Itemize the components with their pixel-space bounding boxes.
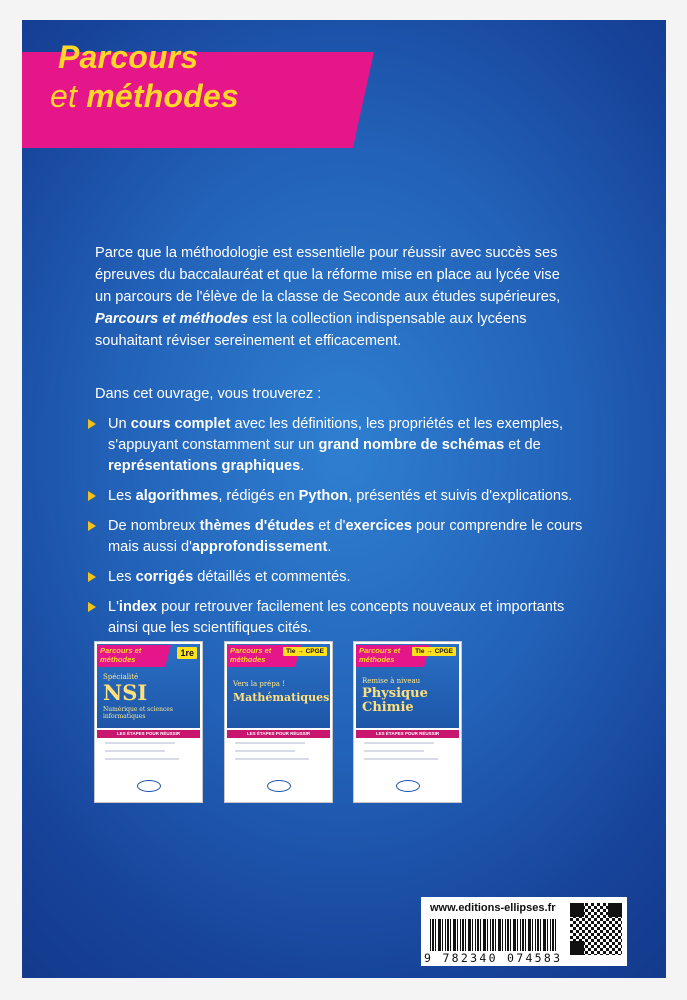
ellipses-logo-icon bbox=[137, 780, 161, 792]
list-item: De nombreux thèmes d'études et d'exercices pour comprendre le cours mais aussi d'approfondissement. bbox=[88, 516, 588, 558]
ellipses-logo-icon bbox=[396, 780, 420, 792]
book-subtitle: Vers la prépa ! bbox=[233, 680, 286, 688]
intro-emphasis: Parcours et méthodes bbox=[95, 311, 249, 327]
book-level-badge: 1re bbox=[177, 647, 197, 659]
isbn-number: 9 782340 074583 bbox=[424, 951, 563, 965]
contents-list bbox=[88, 414, 588, 648]
triangle-bullet-icon bbox=[88, 521, 96, 531]
qr-code-icon bbox=[570, 903, 622, 955]
triangle-bullet-icon bbox=[88, 491, 96, 501]
book-brand: Parcours et méthodes bbox=[359, 646, 401, 664]
book-cover-top bbox=[97, 644, 200, 728]
book-title: NSI bbox=[103, 680, 148, 705]
book-cover-maths bbox=[225, 642, 332, 802]
collection-title-line2 bbox=[50, 78, 239, 115]
book-description: Numérique et sciences informatiques bbox=[103, 706, 173, 720]
book-steps-band: LES ÉTAPES POUR RÉUSSIR bbox=[227, 730, 330, 738]
list-item: Les corrigés détaillés et commentés. bbox=[88, 567, 588, 588]
list-item: L'index pour retrouver facilement les concepts nouveaux et importants ainsi que les scientifiques cités. bbox=[88, 597, 588, 639]
book-cover-nsi bbox=[95, 642, 202, 802]
barcode-icon bbox=[430, 919, 558, 951]
book-contents-lines bbox=[105, 742, 190, 766]
publisher-website[interactable]: www.editions-ellipses.fr bbox=[430, 902, 556, 914]
barcode-panel bbox=[421, 897, 627, 966]
intro-text-1: Parce que la méthodologie est essentielle pour réussir avec succès ses épreuves du baccalauréat et que la réforme mise en place au lycée vise un parcours de l'élève de la classe de Seconde aux études supérieures, bbox=[95, 245, 561, 305]
book-title: Physique Chimie bbox=[362, 686, 428, 715]
book-title: Mathématiques bbox=[233, 691, 330, 704]
intro-paragraph bbox=[95, 242, 575, 352]
book-brand: Parcours et méthodes bbox=[100, 646, 142, 664]
collection-title-prefix: et bbox=[50, 78, 78, 114]
collection-title-line1: Parcours bbox=[58, 39, 199, 75]
book-level-badge: Tle → CPGE bbox=[412, 647, 456, 656]
book-steps-band: LES ÉTAPES POUR RÉUSSIR bbox=[356, 730, 459, 738]
list-item: Les algorithmes, rédigés en Python, présentés et suivis d'explications. bbox=[88, 486, 588, 507]
book-cover-physique-chimie bbox=[354, 642, 461, 802]
book-cover-top bbox=[227, 644, 330, 728]
contents-lead: Dans cet ouvrage, vous trouverez : bbox=[95, 386, 322, 402]
book-contents-lines bbox=[364, 742, 449, 766]
book-brand: Parcours et méthodes bbox=[230, 646, 272, 664]
triangle-bullet-icon bbox=[88, 572, 96, 582]
ellipses-logo-icon bbox=[267, 780, 291, 792]
book-subtitle: Remise à niveau bbox=[362, 677, 421, 685]
triangle-bullet-icon bbox=[88, 419, 96, 429]
list-item: Un cours complet avec les définitions, les propriétés et les exemples, s'appuyant constamment sur un grand nombre de schémas et de représentations graphiques. bbox=[88, 414, 588, 477]
book-level-badge: Tle → CPGE bbox=[283, 647, 327, 656]
book-cover-top bbox=[356, 644, 459, 728]
book-steps-band: LES ÉTAPES POUR RÉUSSIR bbox=[97, 730, 200, 738]
collection-title-main: méthodes bbox=[86, 78, 239, 114]
book-contents-lines bbox=[235, 742, 320, 766]
triangle-bullet-icon bbox=[88, 602, 96, 612]
intro-text-2: est la collection indispensable aux lycéens souhaitant réviser sereinement et efficacement. bbox=[95, 311, 527, 349]
book-subtitle: Spécialité bbox=[103, 673, 139, 681]
